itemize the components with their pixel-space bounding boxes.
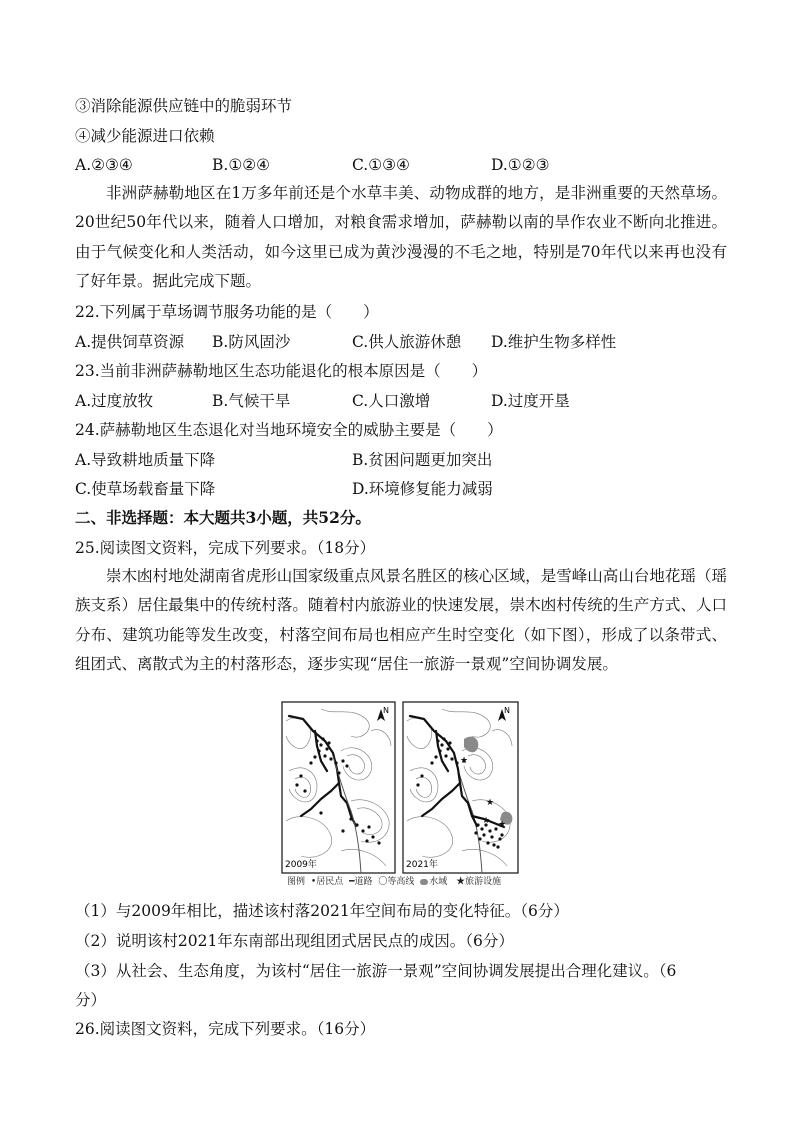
q24-option-d: D.环境修复能力减弱 xyxy=(352,480,493,498)
q23-option-b: B.气候干旱 xyxy=(212,392,291,410)
q22-option-a: A.提供饲草资源 xyxy=(75,333,185,351)
year-label-2009: 2009年 xyxy=(285,860,317,870)
village-maps-figure xyxy=(281,701,519,875)
year-label-2021: 2021年 xyxy=(406,860,438,870)
q21-option-d: D.①②③ xyxy=(491,156,550,174)
q22-stem: 22.下列属于草场调节服务功能的是（ ） xyxy=(75,303,379,321)
q24-option-a: A.导致耕地质量下降 xyxy=(75,451,216,469)
q21-option-a: A.②③④ xyxy=(75,156,133,174)
q25-stem: 25.阅读图文资料，完成下列要求。（18分） xyxy=(75,539,376,557)
section-heading: 二、非选择题：本大题共3小题，共52分。 xyxy=(75,508,371,527)
sahel-passage: 非洲萨赫勒地区在1万多年前还是个水草丰美、动物成群的地方，是非洲重要的天然草场。20世纪50年代以来，随着人口增加，对粮食需求增加，萨赫勒以南的旱作农业不断向北推进。由于气候变化和人类活动，如今这里已成为黄沙漫漫的不毛之地，特别是70年代以来再也没有了好年景。据此完成下题。 xyxy=(75,184,727,290)
q21-option-b: B.①②④ xyxy=(212,156,271,174)
legend-title: 图例 xyxy=(287,877,306,887)
legend-settlement: •居民点 xyxy=(310,877,344,887)
q23-stem: 23.当前非洲萨赫勒地区生态功能退化的根本原因是（ ） xyxy=(75,362,488,380)
q25-sub3-line1: （3）从社会、生态角度，为该村“居住一旅游一景观”空间协调发展提出合理化建议。（6 xyxy=(75,962,677,980)
legend-road: ━道路 xyxy=(349,877,373,887)
q25-sub1: （1）与2009年相比，描述该村落2021年空间布局的变化特征。（6分） xyxy=(75,902,569,920)
q24-option-c: C.使草场载畜量下降 xyxy=(75,480,216,498)
q23-option-d: D.过度开垦 xyxy=(491,392,570,410)
q25-sub3-line2: 分） xyxy=(75,991,107,1009)
q24-option-b: B.贫困问题更加突出 xyxy=(352,451,493,469)
item-3: ③消除能源供应链中的脆弱环节 xyxy=(75,97,293,115)
svg-text:★: ★ xyxy=(498,820,507,830)
q22-option-b: B.防风固沙 xyxy=(212,333,291,351)
q25-sub2: （2）说明该村2021年东南部出现组团式居民点的成因。（6分） xyxy=(75,932,514,950)
svg-text:★: ★ xyxy=(486,798,495,808)
q22-option-c: C.供人旅游休憩 xyxy=(352,333,462,351)
q23-option-c: C.人口激增 xyxy=(352,392,431,410)
q21-option-c: C.①③④ xyxy=(352,156,410,174)
north-label-right: N xyxy=(504,706,510,715)
q26-stem: 26.阅读图文资料，完成下列要求。（16分） xyxy=(75,1020,376,1038)
q24-stem: 24.萨赫勒地区生态退化对当地环境安全的威胁主要是（ ） xyxy=(75,421,503,439)
map-legend xyxy=(287,876,504,888)
legend-water: 水域 xyxy=(420,877,450,887)
north-label-left: N xyxy=(383,706,389,715)
legend-contour: 〇等高线 xyxy=(378,877,415,887)
q22-option-d: D.维护生物多样性 xyxy=(491,333,617,351)
map-2021 xyxy=(403,702,518,873)
svg-text:★: ★ xyxy=(460,756,469,766)
q25-passage: 崇木凼村地处湖南省虎形山国家级重点风景名胜区的核心区域，是雪峰山高山台地花瑶（瑶族支系）居住最集中的传统村落。随着村内旅游业的快速发展，崇木凼村传统的生产方式、人口分布、建筑功能等发生改变，村落空间布局也相应产生时空变化（如下图），形成了以条带式、组团式、离散式为主的村落形态，逐步实现“居住一旅游一景观”空间协调发展。 xyxy=(75,567,727,673)
map-2009 xyxy=(282,702,395,873)
svg-text:★: ★ xyxy=(482,816,491,826)
legend-tourism: ★旅游设施 xyxy=(456,877,502,887)
q23-option-a: A.过度放牧 xyxy=(75,392,154,410)
item-4: ④减少能源进口依赖 xyxy=(75,127,215,145)
